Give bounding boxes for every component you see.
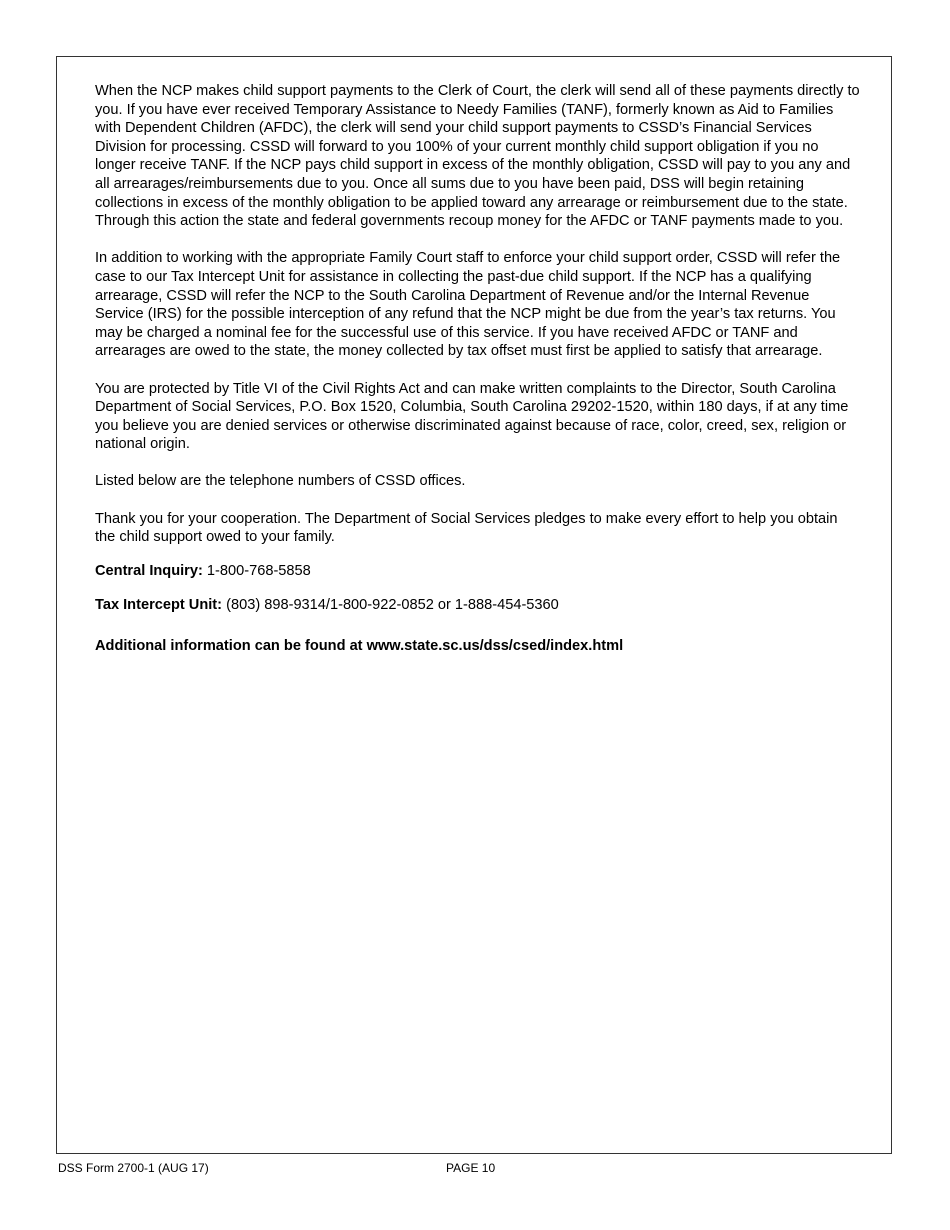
document-body <box>95 82 861 674</box>
paragraph-tax-intercept: In addition to working with the appropriate Family Court staff to enforce your child support order, CSSD will refer the case to our Tax Intercept Unit for assistance in collecting the past-due child support. If the NCP has a qualifying arrearage, CSSD will refer the NCP to the South Carolina Department of Revenue and/or the Internal Revenue Service (IRS) for the possible interception of any refund that the NCP might be due from the year’s tax returns. You may be charged a nominal fee for the successful use of this service. If you have received AFDC or TANF and arrearages are owed to the state, the money collected by tax offset must first be applied to satisfy that arrearage. <box>95 250 841 360</box>
contact-value: (803) 898-9314/1-800-922-0852 or 1-888-454-5360 <box>226 597 559 614</box>
footer-page-number: PAGE 10 <box>446 1161 496 1175</box>
contact-label: Tax Intercept Unit: <box>95 597 223 614</box>
contact-label: Central Inquiry: <box>95 563 203 580</box>
additional-info: Additional information can be found at www.state.sc.us/dss/csed/index.html <box>95 638 624 655</box>
footer-form-id: DSS Form 2700-1 (AUG 17) <box>58 1161 209 1175</box>
contact-central-inquiry <box>95 562 861 581</box>
paragraph-phone-intro: Listed below are the telephone numbers of CSSD offices. <box>95 473 466 490</box>
paragraph-payments: When the NCP makes child support payments to the Clerk of Court, the clerk will send all of these payments directly to you. If you have ever received Temporary Assistance to Needy Families (TANF), formerly known as Aid to Families with Dependent Children (AFDC), the clerk will send your child support payments to CSSD’s Financial Services Division for processing. CSSD will forward to you 100% of your current monthly child support obligation if you no longer receive TANF. If the NCP pays child support in excess of the monthly obligation, CSSD will pay to you any and all arrearages/reimbursements due to you. Once all sums due to you have been paid, DSS will begin retaining collections in excess of the monthly obligation to be applied toward any arrearage or reimbursement due to the state. Through this action the state and federal governments recoup money for the AFDC or TANF payments made to you. <box>95 83 860 230</box>
paragraph-thank-you: Thank you for your cooperation. The Department of Social Services pledges to make every effort to help you obtain the child support owed to your family. <box>95 510 838 546</box>
paragraph-civil-rights: You are protected by Title VI of the Civil Rights Act and can make written complaints to the Director, South Carolina Department of Social Services, P.O. Box 1520, Columbia, South Carolina 29202-1520, within 180 days, if at any time you believe you are denied services or otherwise discriminated against because of race, color, creed, sex, religion or national origin. <box>95 380 849 453</box>
page-border <box>56 56 892 1154</box>
contact-tax-intercept-unit <box>95 596 861 615</box>
contact-value: 1-800-768-5858 <box>206 563 311 580</box>
